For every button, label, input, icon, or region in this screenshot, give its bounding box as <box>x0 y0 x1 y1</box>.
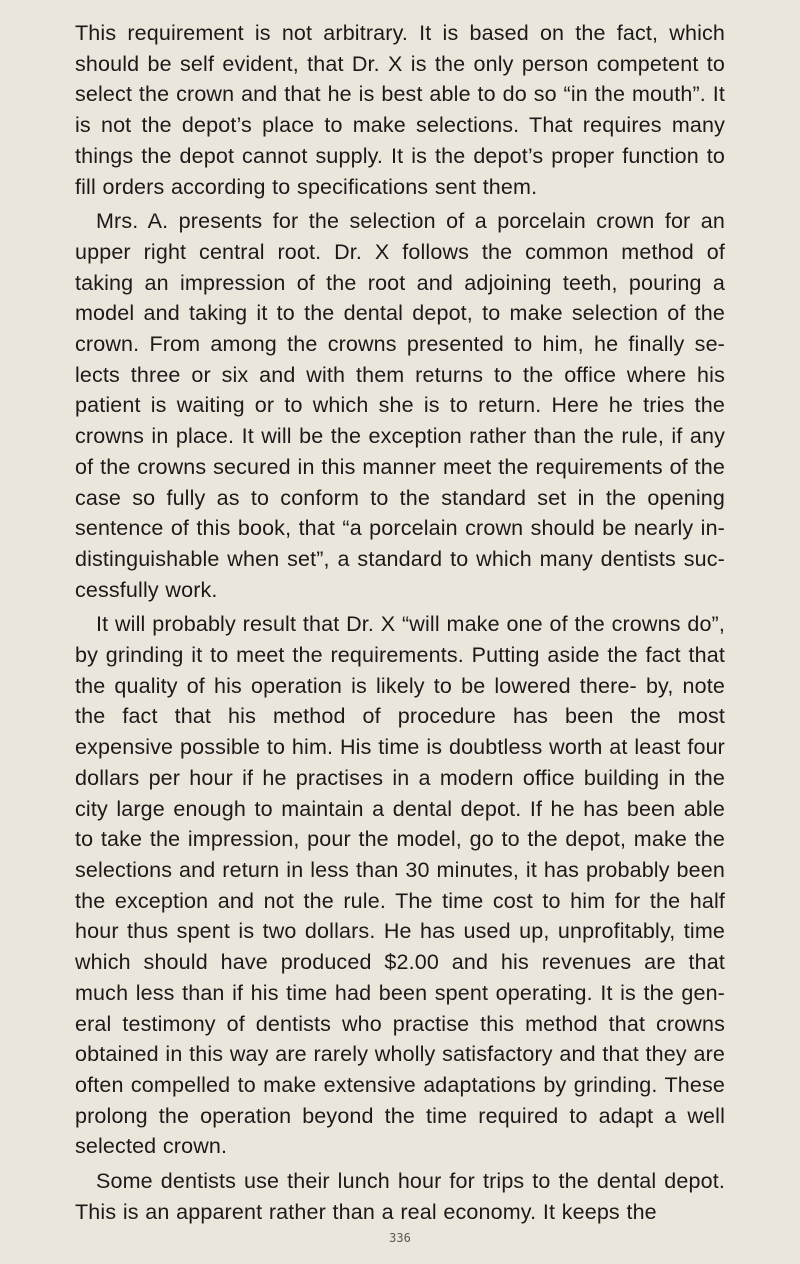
page-number: 336 <box>389 1231 411 1245</box>
paragraph-grinding-cost: It will probably result that Dr. X “will make one of the crowns do”, by grinding it to meet the requirements. Putting aside the fact that the quality of his operation is likely to be lowered there- by, note the fact that his method of procedure has been the most expensive possible to him. His time is doubtless worth at least four dollars per hour if he practises in a modern office building in the city large enough to maintain a dental depot. If he has been able to take the impression, pour the model, go to the depot, make the selections and return in less than 30 minutes, it has probably been the exception and not the rule. The time cost to him for the half hour thus spent is two dollars. He has used up, unprofitably, time which should have produced $2.00 and his revenues are that much less than if his time had been spent operating. It is the gen- eral testimony of dentists who practise this method that crowns obtained in this way are rarely wholly satisfactory and that they are often compelled to make extensive adaptations by grinding. These prolong the operation beyond the time required to adapt a well selected crown. <box>75 612 725 1159</box>
paragraph-requirement: This requirement is not arbitrary. It is based on the fact, which should be self evident, that Dr. X is the only person competent to select the crown and that he is best able to do so “in the mouth”. It is not the depot’s place to make selections. That requires many things the depot cannot supply. It is the depot’s proper function to fill orders according to specifications sent them. <box>75 21 725 199</box>
paragraph-lunch-hour: Some dentists use their lunch hour for trips to the dental depot. This is an apparent rather than a real economy. It keeps the <box>75 1169 725 1224</box>
page-body <box>75 18 725 1227</box>
paragraph-mrs-a-crown-selection: Mrs. A. presents for the selection of a porcelain crown for an upper right central root. Dr. X follows the common method of taking an impression of the root and adjoining teeth, pouring a model and taking it to the dental depot, to make selection of the crown. From among the crowns presented to him, he finally se- lects three or six and with them returns to the office where his patient is waiting or to which she is to return. Here he tries the crowns in place. It will be the exception rather than the rule, if any of the crowns secured in this manner meet the requirements of the case so fully as to conform to the standard set in the opening sentence of this book, that “a porcelain crown should be nearly in- distinguishable when set”, a standard to which many dentists suc- cessfully work. <box>75 209 725 602</box>
